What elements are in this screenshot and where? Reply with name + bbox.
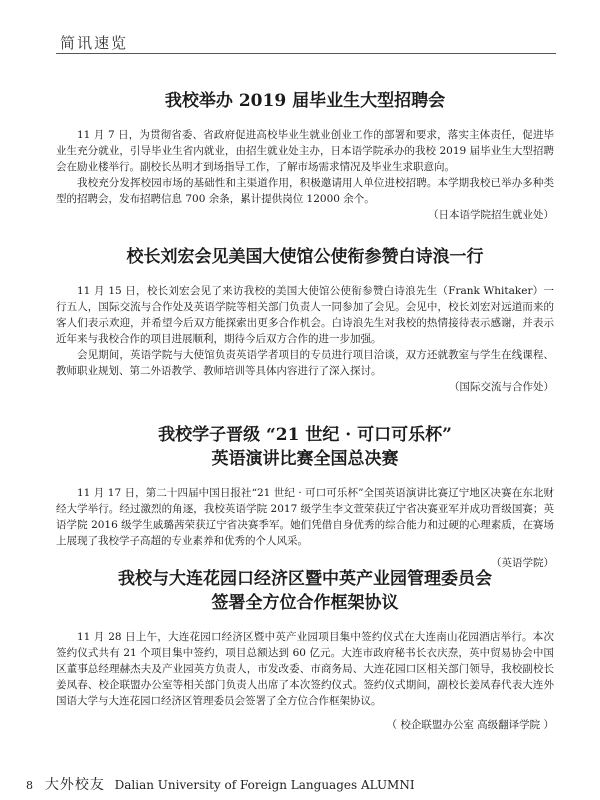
article-title-line2: 英语演讲比赛全国总决赛	[211, 449, 399, 469]
page-number: 8	[26, 779, 33, 792]
article-career-fair	[56, 89, 554, 223]
article-title: 校长刘宏会见美国大使馆公使衔参赞白诗浪一行	[126, 247, 484, 267]
article-source: （英语学院）	[491, 557, 554, 569]
article-source: （ 校企联盟办公室 高级翻译学院 ）	[386, 719, 554, 731]
article-paragraph: 会见期间，英语学院与大使馆负责英语学者项目的专员进行项目洽谈，双方还就教室与学生在线课程、教师职业规划、第二外语教学、教师培训等具体内容进行了深入探讨。	[56, 349, 554, 377]
article-title-line1: 我校学子晋级 “21 世纪 · 可口可乐杯”	[158, 425, 452, 445]
magazine-brand: 大外校友	[44, 777, 105, 793]
article-title-line1: 我校与大连花园口经济区暨中英产业园管理委员会	[118, 569, 492, 589]
article-title-line2: 签署全方位合作框架协议	[211, 593, 399, 613]
article-paragraph: 11 月 15 日，校长刘宏会见了来访我校的美国大使馆公使衔参赞白诗浪先生（Frank Whitaker）一行五人，国际交流与合作处及英语学院等相关部门负责人一同参加了会见。会见中，校长刘宏对远道而来的客人们表示欢迎，并希望今后双方能探索出更多合作机会。白诗浪先生对我校的热情接待表示感谢，并表示近年来与我校合作的项目进展顺利，期待今后双方合作的进一步加强。	[56, 285, 554, 345]
article-paragraph: 11 月 17 日，第二十四届中国日报社“21 世纪 · 可口可乐杯”全国英语演讲比赛辽宁地区决赛在东北财经大学举行。经过激烈的角逐，我校英语学院 2017 级学生李文萱荣获辽宁省决赛亚军并成功晋级国赛；英语学院 2016 级学生戚璐茜荣获辽宁省决赛季军。她们凭借自身优秀的综合能力和过硬的心理素质，在赛场上展现了我校学子高超的专业素养和优秀的个人风采。	[56, 487, 554, 547]
magazine-subtitle: Dalian University of Foreign Languages ALUMNI	[114, 778, 415, 792]
page-footer	[26, 774, 415, 794]
article-cooperation-agreement	[56, 567, 554, 733]
article-us-embassy-visit	[56, 245, 554, 395]
header-rule	[56, 53, 556, 54]
article-paragraph: 11 月 28 日上午，大连花园口经济区暨中英产业园项目集中签约仪式在大连南山花园酒店举行。本次签约仪式共有 21 个项目集中签约，项目总额达到 60 亿元。大连市政府秘书长衣庆焘，英中贸易协会中国区董事总经理赫杰夫及产业园英方负责人，市发改委、市商务局、大连花园口区相关部门领导，我校副校长姜凤春、校企联盟办公室等相关部门负责人出席了本次签约仪式。签约仪式期间，副校长姜凤春代表大连外国语大学与大连花园口经济区管理委员会签署了全方位合作框架协议。	[56, 631, 554, 707]
article-title: 我校举办 2019 届毕业生大型招聘会	[164, 91, 446, 111]
article-paragraph: 11 月 7 日，为贯彻省委、省政府促进高校毕业生就业创业工作的部署和要求，落实主体责任，促进毕业生充分就业，引导毕业生省内就业，由招生就业处主办，日本语学院承办的我校 2019 届毕业生大型招聘会在励业楼举行。副校长丛明才到场指导工作，了解市场需求情况及毕业生求职意向。	[56, 129, 554, 173]
article-source: （日本语学院招生就业处）	[428, 209, 554, 221]
article-source: （国际交流与合作处）	[449, 381, 554, 393]
section-label: 简讯速览	[60, 34, 129, 52]
article-paragraph: 我校充分发挥校园市场的基础性和主渠道作用，积极邀请用人单位进校招聘。本学期我校已举办多种类型的招聘会，发布招聘信息 700 余条，累计提供岗位 12000 余个。	[56, 177, 554, 205]
article-speech-contest	[56, 423, 554, 571]
